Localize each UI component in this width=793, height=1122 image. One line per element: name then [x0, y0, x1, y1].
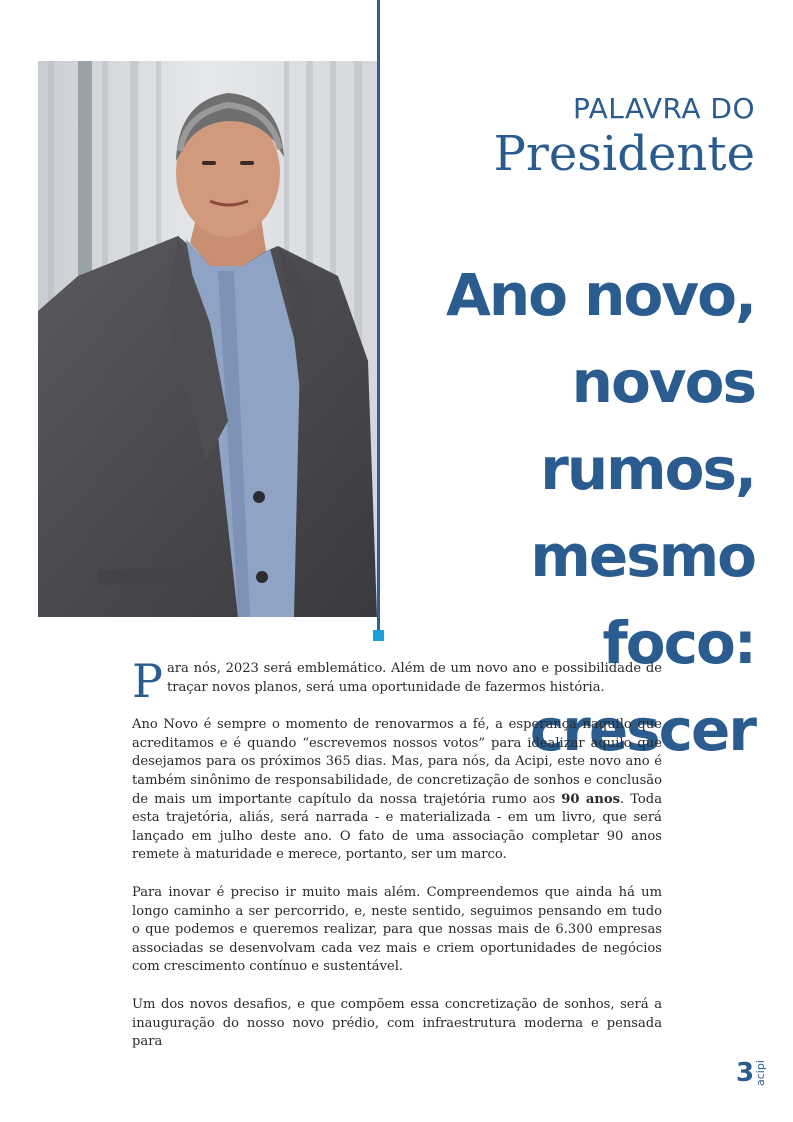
- paragraph: [132, 716, 662, 865]
- page-number: 3: [736, 1058, 755, 1088]
- president-photo: [38, 61, 377, 617]
- paragraph: Um dos novos desafios, e que compõem essa concretização de sonhos, será a inauguração do nosso novo prédio, com infraestrutura moderna e pensada para: [132, 996, 662, 1050]
- headline-line: crescer: [529, 696, 755, 764]
- headline-line: mesmo foco:: [530, 522, 755, 677]
- paragraph: [132, 654, 662, 708]
- section-title: Presidente: [493, 126, 755, 182]
- paragraph-text: Ano Novo é sempre o momento de renovarmos a fé, a esperança naquilo que acreditamos e é quando “escrevemos nossos votos” para idealizar aquilo que desejamos para os próximos 365 dias. Mas, para nós, da Acipi, este novo ano é também sinônimo de responsabilidade, de concretização de sonhos e conclusão de mais um importante capítulo da nossa trajetória rumo aos: [132, 717, 662, 807]
- headline-line: Ano novo,: [445, 261, 755, 329]
- drop-cap: P: [132, 654, 163, 708]
- highlight-90-anos: 90 anos: [561, 791, 621, 807]
- paragraph: Para inovar é preciso ir muito mais além. Compreendemos que ainda há um longo caminho a ser percorrido, e, neste sentido, seguimos pensando em tudo o que podemos e queremos realizar, para que nossas mais de 6.300 empresas associadas se desenvolvam cada vez mais e criem oportunidades de negócios com crescimento contínuo e sustentável.: [132, 884, 662, 975]
- article-body: [132, 654, 662, 1071]
- paragraph-text: ara nós, 2023 será emblemático. Além de um novo ano e possibilidade de traçar novos planos, será uma oportunidade de fazermos história.: [166, 661, 662, 695]
- headline-line: novos rumos,: [540, 348, 755, 503]
- section-kicker: PALAVRA DO: [573, 92, 755, 125]
- magazine-brand: acipi: [754, 1060, 767, 1086]
- paragraph-text: . Toda esta trajetória, aliás, será narrada - e materializada - em um livro, que será lançado em julho deste ano. O fato de uma associação completar 90 anos remete à maturidade e merece, portanto, ser um marco.: [132, 791, 662, 863]
